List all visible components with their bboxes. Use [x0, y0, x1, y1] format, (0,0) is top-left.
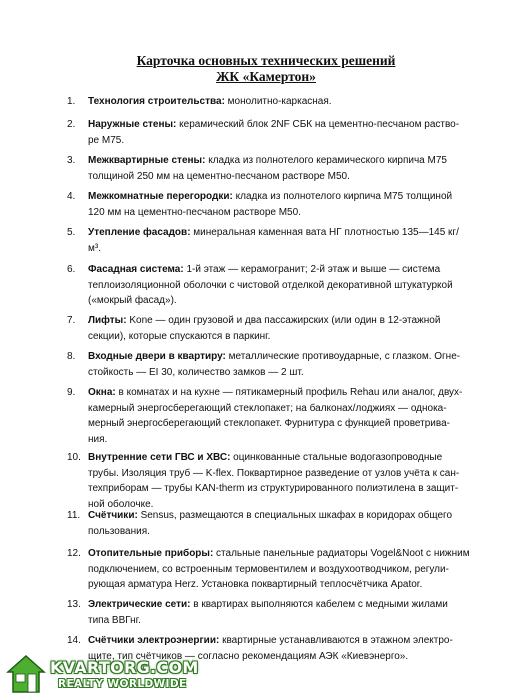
item-description: монолитно-каркасная. [224, 96, 332, 107]
item-number: 1. [67, 96, 76, 107]
item-number: 11. [67, 510, 81, 521]
item-text-line [88, 597, 492, 613]
item-text-line: рующая арматура Herz. Установка поквартирный теплосчётчика Apator. [88, 579, 423, 590]
item-label: Технология строительства: [88, 96, 225, 107]
item-text-line: пользования. [88, 525, 150, 537]
item-description: 1-й этаж — керамогранит; 2-й этаж и выше — система [183, 264, 441, 275]
item-description: в комнатах и на кухне — пятикамерный профиль Rehau или аналог, двух- [115, 387, 463, 398]
item-description: минеральная каменная вата НГ плотностью 135—145 кг/ [190, 227, 459, 238]
item-label: Межквартирные стены: [88, 155, 206, 166]
item-text-line: подключением, со встроенным термовентилем и воздухоотводчиком, регули- [88, 563, 449, 575]
item-description: керамический блок 2NF СБК на цементно-песчаном раство- [176, 119, 460, 130]
item-text-line: ной оболочке. [88, 498, 154, 510]
item-text-line [88, 313, 492, 329]
item-text-line [88, 153, 492, 169]
house-icon [6, 654, 46, 696]
item-text-line: мерный энергосберегающий стеклопакет. Фурнитура с функцией проветрива- [88, 418, 450, 429]
item-number: 4. [67, 191, 76, 202]
item-number: 3. [67, 155, 76, 166]
item-text-line: ния. [88, 433, 108, 445]
item-label: Электрические сети: [88, 599, 191, 610]
item-label: Лифты: [88, 315, 127, 326]
item-text [88, 225, 492, 256]
item-label: Отопительные приборы: [88, 548, 214, 559]
item-text-line: секции), которые спускаются в паркинг. [88, 330, 271, 342]
item-description: Sensus, размещаются в специальных шкафах в коридорах общего [137, 510, 453, 521]
item-text-line [88, 94, 492, 110]
item-label: Наружные стены: [88, 119, 177, 130]
item-label: Счётчики: [88, 510, 138, 521]
item-text-line [88, 385, 492, 401]
item-text-line [88, 117, 492, 133]
item-description: Kone — один грузовой и два пассажирских (или один в 12-этажной [126, 315, 441, 326]
item-label: Утепление фасадов: [88, 227, 191, 238]
item-text-line: трубы. Изоляция труб — K-flex. Поквартирное разведение от узлов учёта к сан- [88, 467, 460, 479]
item-label: Счётчики электроэнергии: [88, 635, 220, 646]
item-label: Фасадная система: [88, 264, 184, 275]
document-subtitle: ЖК «Камертон» [216, 69, 316, 84]
item-text [88, 546, 492, 593]
item-label: Окна: [88, 387, 116, 398]
item-text [88, 385, 492, 447]
item-text [88, 117, 492, 148]
document-title: Карточка основных технических решений [136, 53, 396, 68]
item-text [88, 262, 492, 309]
item-description: металлические противоударные, с глазком. Огне- [225, 351, 461, 362]
item-number: 5. [67, 227, 76, 238]
item-text-line [88, 450, 492, 466]
item-text-line: стойкость — EI 30, количество замков — 2 шт. [88, 366, 304, 378]
item-number: 8. [67, 351, 76, 362]
item-text-line [88, 349, 492, 365]
watermark-name: KVARTORG.COM [50, 658, 199, 677]
item-number: 12. [67, 548, 81, 559]
item-text [88, 597, 492, 628]
item-text-line: м³. [88, 242, 101, 254]
item-number: 13. [67, 599, 81, 610]
item-text-line: камерный энергосберегающий стеклопакет; на балконах/лоджиях — однока- [88, 402, 447, 414]
item-text-line: теплоизоляционной оболочки с чистовой отделкой декоративной штукатуркой [88, 279, 453, 291]
item-text [88, 450, 492, 512]
item-text [88, 508, 492, 539]
item-description: в квартирах выполняются кабелем с медными жилами [190, 599, 448, 610]
watermark-logo [0, 650, 200, 700]
item-text-line: типа ВВГнг. [88, 614, 141, 626]
item-text-line [88, 546, 492, 562]
item-text-line [88, 189, 492, 205]
watermark-tagline: REALTY WORLDWIDE [58, 678, 187, 690]
item-text-line [88, 225, 492, 241]
item-text [88, 153, 492, 184]
item-text-line: («мокрый фасад»). [88, 295, 177, 306]
item-label: Внутренние сети ГВС и ХВС: [88, 452, 231, 463]
item-text-line: 120 мм на цементно-песчаном растворе М50. [88, 206, 301, 218]
item-label: Межкомнатные перегородки: [88, 191, 233, 202]
item-text [88, 189, 492, 220]
item-text-line: техприборам — трубы KAN-therm из структурированного полиэтилена в защит- [88, 483, 459, 494]
item-number: 6. [67, 264, 76, 275]
item-text-line [88, 508, 492, 524]
item-text-line [88, 633, 492, 649]
item-label: Входные двери в квартиру: [88, 351, 226, 362]
item-text [88, 94, 492, 110]
item-text-line: толщиной 250 мм на цементно-песчаном растворе М50. [88, 170, 350, 182]
item-text-line: щите, тип счётчиков — согласно рекомендациям АЭК «Киевэнерго». [88, 650, 409, 662]
item-text-line [88, 262, 492, 278]
item-description: оцинкованные стальные водогазопроводные [230, 452, 443, 463]
item-text-line: ре М75. [88, 134, 125, 146]
item-description: квартирные устанавливаются в этажном электро- [219, 635, 453, 646]
item-description: кладка из полнотелого кирпича М75 толщиной [232, 191, 453, 202]
item-description: кладка из полнотелого керамического кирпича М75 [205, 155, 447, 166]
item-description: стальные панельные радиаторы Vogel&Noot с нижним [213, 548, 470, 559]
item-number: 7. [67, 315, 76, 326]
item-number: 9. [67, 387, 76, 398]
item-number: 14. [67, 635, 81, 646]
item-number: 2. [67, 119, 76, 130]
item-text [88, 313, 492, 344]
item-text [88, 349, 492, 380]
item-number: 10. [67, 452, 81, 463]
